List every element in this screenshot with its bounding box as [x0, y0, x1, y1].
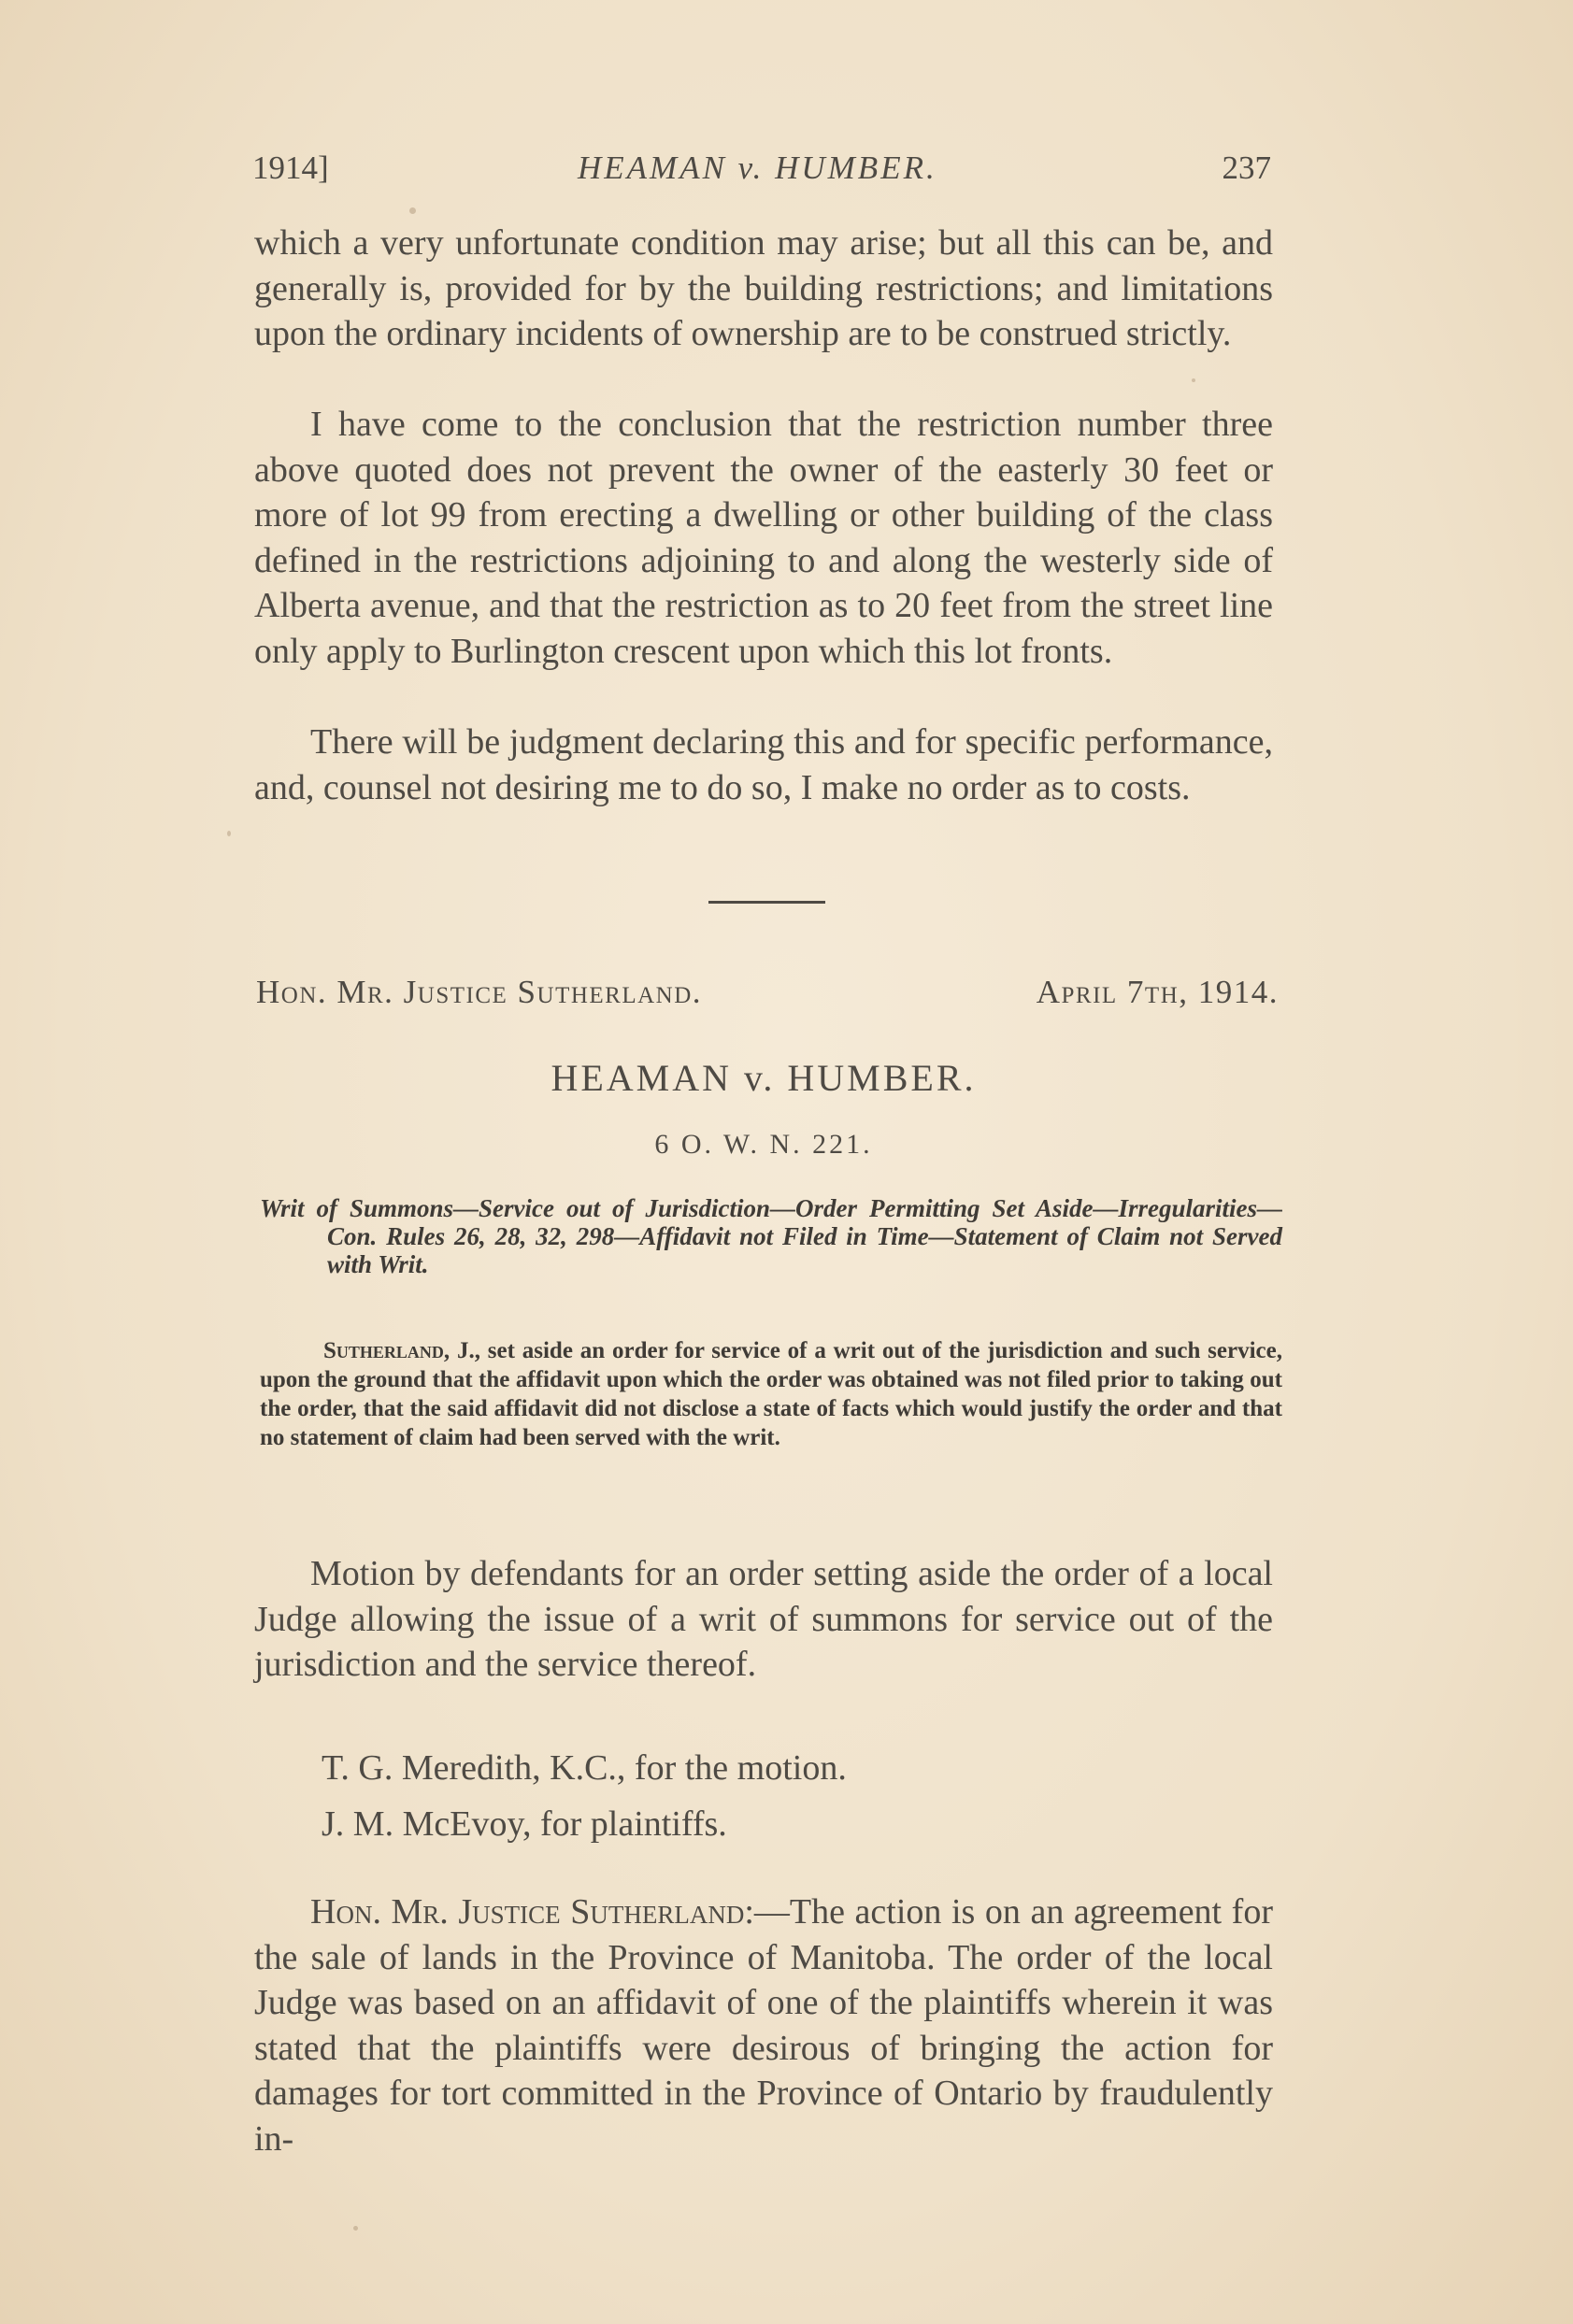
paragraph-judgment: There will be judgment declaring this and for specific performance, and, counsel not desiring me to do so, I make no order as to costs. — [254, 722, 1273, 807]
summary-judge-name: Sutherland, J., — [323, 1338, 480, 1363]
running-head-year: 1914] — [252, 150, 329, 186]
page-number: 237 — [1222, 150, 1271, 186]
paper-spot — [353, 2226, 358, 2231]
case-title: HEAMAN v. HUMBER. — [551, 1057, 977, 1099]
judgment-paragraph — [254, 1889, 1273, 2161]
running-head-title: HEAMAN v. HUMBER. — [578, 150, 937, 186]
motion-paragraph: Motion by defendants for an order setting aside the order of a local Judge allowing the issue of a writ of summons for service out of the jurisdiction and the service thereof. — [254, 1554, 1273, 1684]
running-head — [252, 150, 1271, 196]
case-summary — [260, 1336, 1282, 1452]
headnote: Writ of Summons—Service out of Jurisdiction—Order Permitting Set Aside—Irregularities—Con. Rules 26, 28, 32, 298—Affidavit not Filed in Time—Statement of Claim not Served with Writ. — [260, 1194, 1282, 1278]
counsel-line-motion: T. G. Meredith, K.C., for the motion. — [322, 1748, 847, 1788]
counsel-line-plaintiffs: J. M. McEvoy, for plaintiffs. — [322, 1804, 727, 1844]
paper-spot — [1192, 378, 1195, 382]
judgment-speaker: Hon. Mr. Justice Sutherland: — [310, 1892, 754, 1932]
judgment-text: —The action is on an agreement for the sale of lands in the Province of Manitoba. The order of the local Judge was based on an affidavit of one of the plaintiffs wherein it was stated that the plaintiffs were desirous of bringing the action for damages for tort committed in the Province of Ontario by fraudulently in- — [254, 1892, 1273, 2159]
case-citation: 6 O. W. N. 221. — [654, 1129, 873, 1160]
section-divider — [708, 901, 825, 904]
paper-spot — [227, 831, 231, 836]
paragraph-continuation: which a very unfortunate condition may arise; but all this can be, and generally is, provided for by the building restrictions; and limitations upon the ordinary incidents of ownership are to be construed strictly. — [254, 223, 1273, 353]
paragraph-conclusion: I have come to the conclusion that the restriction number three above quoted does not prevent the owner of the easterly 30 feet or more of lot 99 from erecting a dwelling or other building of the class defined in the restrictions adjoining to and along the westerly side of Alberta avenue, and that the restriction as to 20 feet from the street line only apply to Burlington crescent upon which this lot fronts. — [254, 405, 1273, 671]
decision-date: April 7th, 1914. — [1036, 974, 1279, 1010]
paper-spot — [409, 207, 416, 214]
judge-name: Hon. Mr. Justice Sutherland. — [256, 974, 703, 1010]
summary-text: set aside an order for service of a writ out of the jurisdiction and such service, upon the ground that the affidavit upon which the order was obtained was not filed prior to taking out the order, that the said affidavit did not disclose a state of facts which would justify the order and that no statement of claim had been served with the writ. — [260, 1338, 1282, 1450]
